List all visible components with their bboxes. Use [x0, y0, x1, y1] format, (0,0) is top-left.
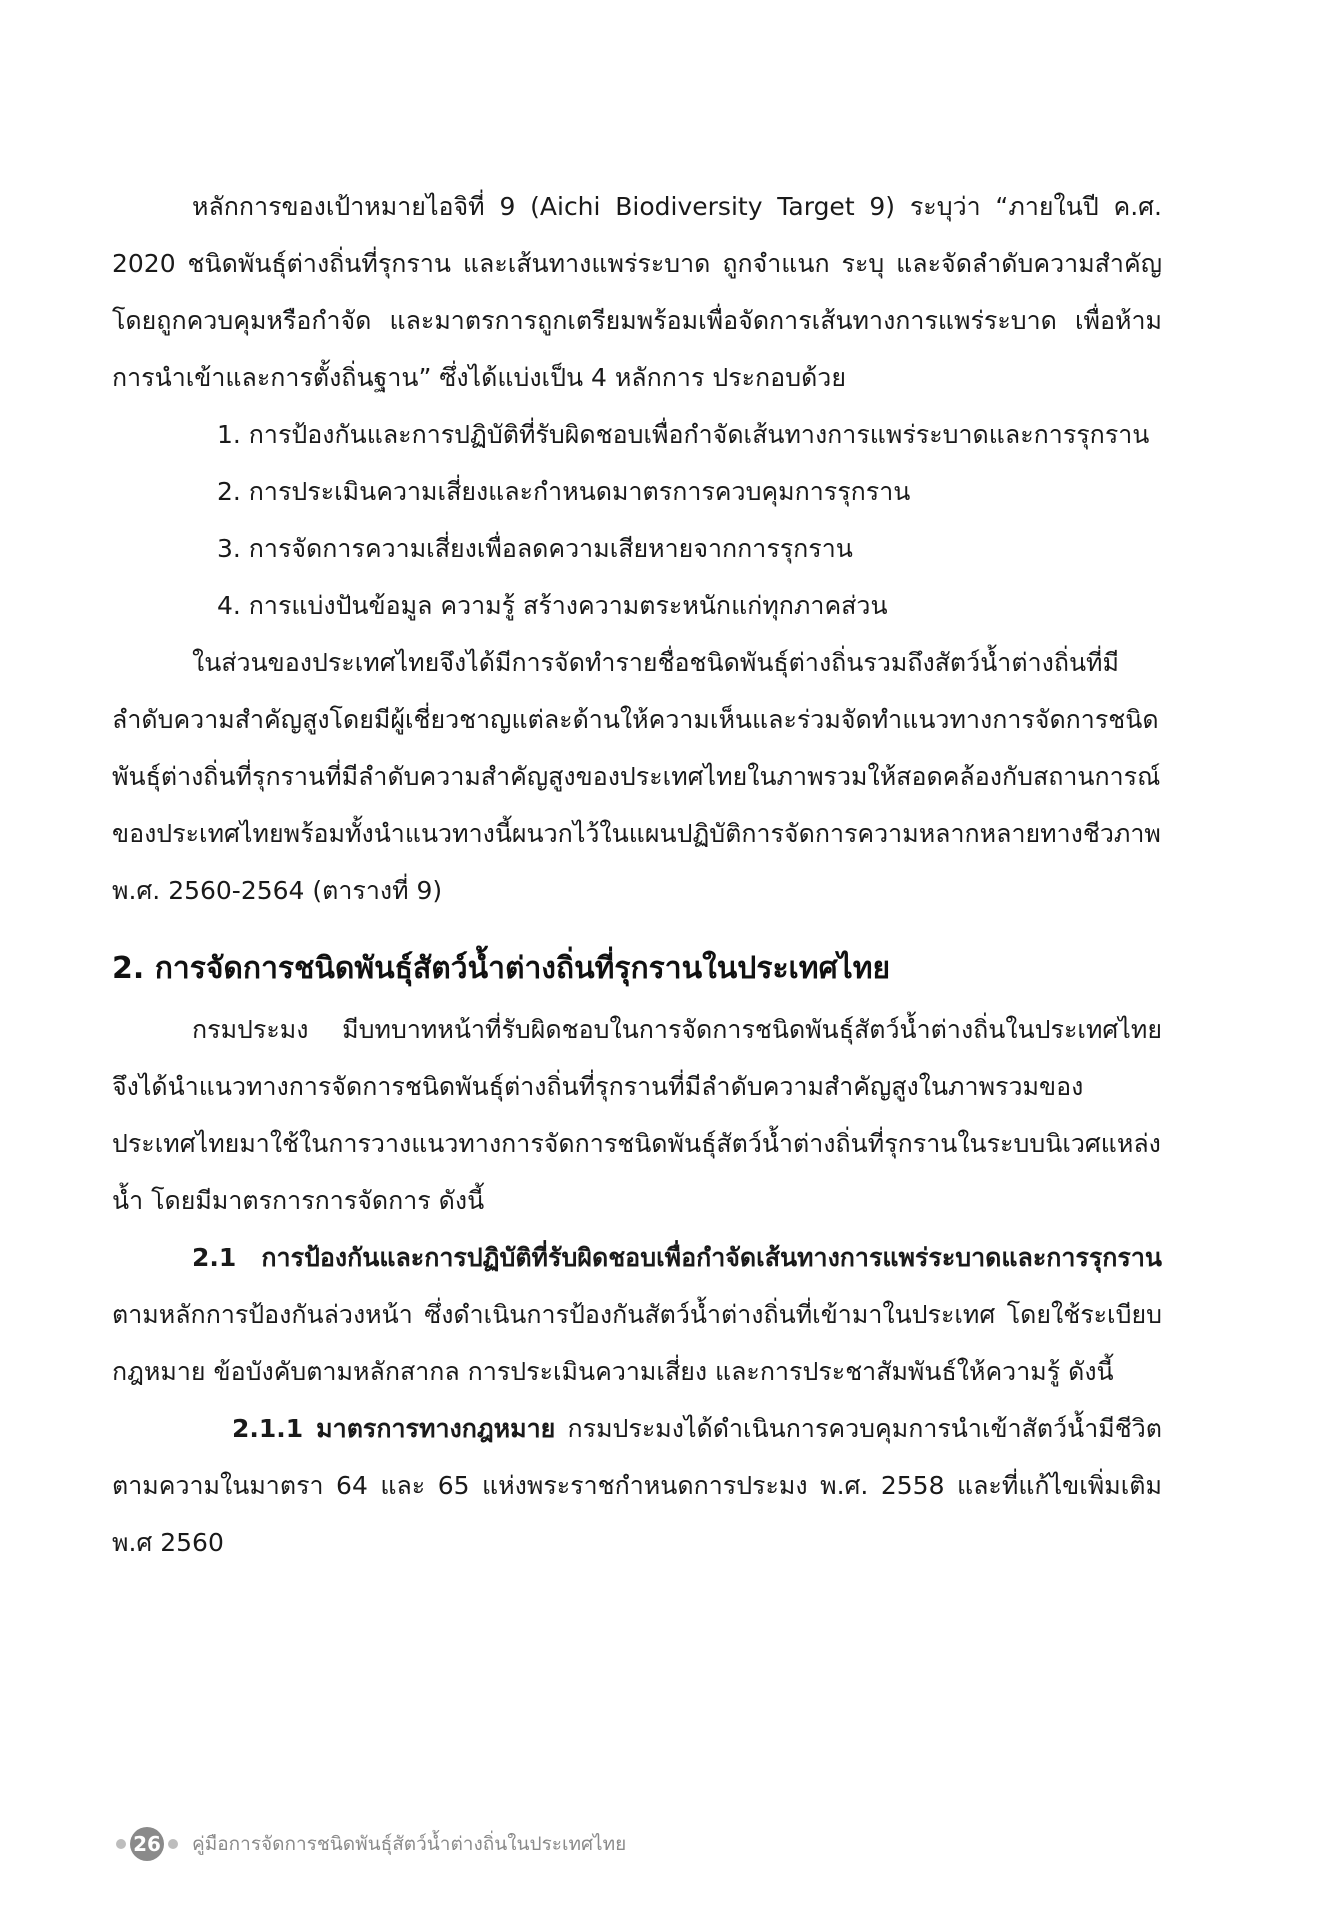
- footer-title: คู่มือการจัดการชนิดพันธุ์สัตว์น้ำต่างถิ่นในประเทศไทย: [192, 1833, 627, 1855]
- page-footer: [116, 1824, 626, 1864]
- principle-item-4: 4. การแบ่งปันข้อมูล ความรู้ สร้างความตระหนักแก่ทุกภาคส่วน: [217, 591, 888, 620]
- subsection-2-1-1-body: กรมประมงได้ดำเนินการควบคุมการนำเข้าสัตว์น้ำมีชีวิต ตามความในมาตรา 64 และ 65 แห่งพระราชกำหนดการประมง พ.ศ. 2558 และที่แก้ไขเพิ่มเติม พ.ศ 2560: [112, 1414, 1162, 1557]
- subsection-2-1-body: ตามหลักการป้องกันล่วงหน้า ซึ่งดำเนินการป้องกันสัตว์น้ำต่างถิ่นที่เข้ามาในประเทศ โดยใช้ระเบียบกฎหมาย ข้อบังคับตามหลักสากล การประเมินความเสี่ยง และการประชาสัมพันธ์ให้ความรู้ ดังนี้: [112, 1300, 1162, 1386]
- thailand-paragraph: ในส่วนของประเทศไทยจึงได้มีการจัดทำรายชื่อชนิดพันธุ์ต่างถิ่นรวมถึงสัตว์น้ำต่างถิ่นที่มีลำดับความสำคัญสูงโดยมีผู้เชี่ยวชาญแต่ละด้านให้ความเห็นและร่วมจัดทำแนวทางการจัดการชนิดพันธุ์ต่างถิ่นที่รุกรานที่มีลำดับความสำคัญสูงของประเทศไทยในภาพรวมให้สอดคล้องกับสถานการณ์ของประเทศไทยพร้อมทั้งนำแนวทางนี้ผนวกไว้ในแผนปฏิบัติการจัดการความหลากหลายทางชีวภาพ พ.ศ. 2560-2564 (ตารางที่ 9): [112, 648, 1161, 905]
- subsection-2-1-1-title: 2.1.1 มาตรการทางกฎหมาย: [232, 1414, 556, 1443]
- principle-item-1: 1. การป้องกันและการปฏิบัติที่รับผิดชอบเพื่อกำจัดเส้นทางการแพร่ระบาดและการรุกราน: [217, 420, 1150, 449]
- subsection-2-1: [112, 1229, 1162, 1400]
- footer-dot-left: [116, 1839, 126, 1849]
- footer-dot-right: [168, 1839, 178, 1849]
- page-content: [112, 178, 1162, 1571]
- section-2-paragraph: กรมประมง มีบทบาทหน้าที่รับผิดชอบในการจัดการชนิดพันธุ์สัตว์น้ำต่างถิ่นในประเทศไทย จึงได้นำแนวทางการจัดการชนิดพันธุ์ต่างถิ่นที่รุกรานที่มีลำดับความสำคัญสูงในภาพรวมของประเทศไทยมาใช้ในการวางแนวทางการจัดการชนิดพันธุ์สัตว์น้ำต่างถิ่นที่รุกรานในระบบนิเวศแหล่งน้ำ โดยมีมาตรการการจัดการ ดังนี้: [112, 1015, 1162, 1215]
- principle-item-3: 3. การจัดการความเสี่ยงเพื่อลดความเสียหายจากการรุกราน: [217, 534, 853, 563]
- intro-paragraph: หลักการของเป้าหมายไอจิที่ 9 (Aichi Biodiversity Target 9) ระบุว่า “ภายในปี ค.ศ. 2020 ชนิดพันธุ์ต่างถิ่นที่รุกราน และเส้นทางแพร่ระบาด ถูกจำแนก ระบุ และจัดลำดับความสำคัญ โดยถูกควบคุมหรือกำจัด และมาตรการถูกเตรียมพร้อมเพื่อจัดการเส้นทางการแพร่ระบาด เพื่อห้ามการนำเข้าและการตั้งถิ่นฐาน” ซึ่งได้แบ่งเป็น 4 หลักการ ประกอบด้วย: [112, 192, 1162, 392]
- principle-item-2: 2. การประเมินความเสี่ยงและกำหนดมาตรการควบคุมการรุกราน: [217, 477, 911, 506]
- subsection-2-1-1: [112, 1400, 1162, 1571]
- section-2-heading: 2. การจัดการชนิดพันธุ์สัตว์น้ำต่างถิ่นที่รุกรานในประเทศไทย: [112, 951, 891, 986]
- subsection-2-1-title: 2.1 การป้องกันและการปฏิบัติที่รับผิดชอบเพื่อกำจัดเส้นทางการแพร่ระบาดและการรุกราน: [192, 1243, 1162, 1272]
- page-number-badge: 26: [130, 1827, 164, 1861]
